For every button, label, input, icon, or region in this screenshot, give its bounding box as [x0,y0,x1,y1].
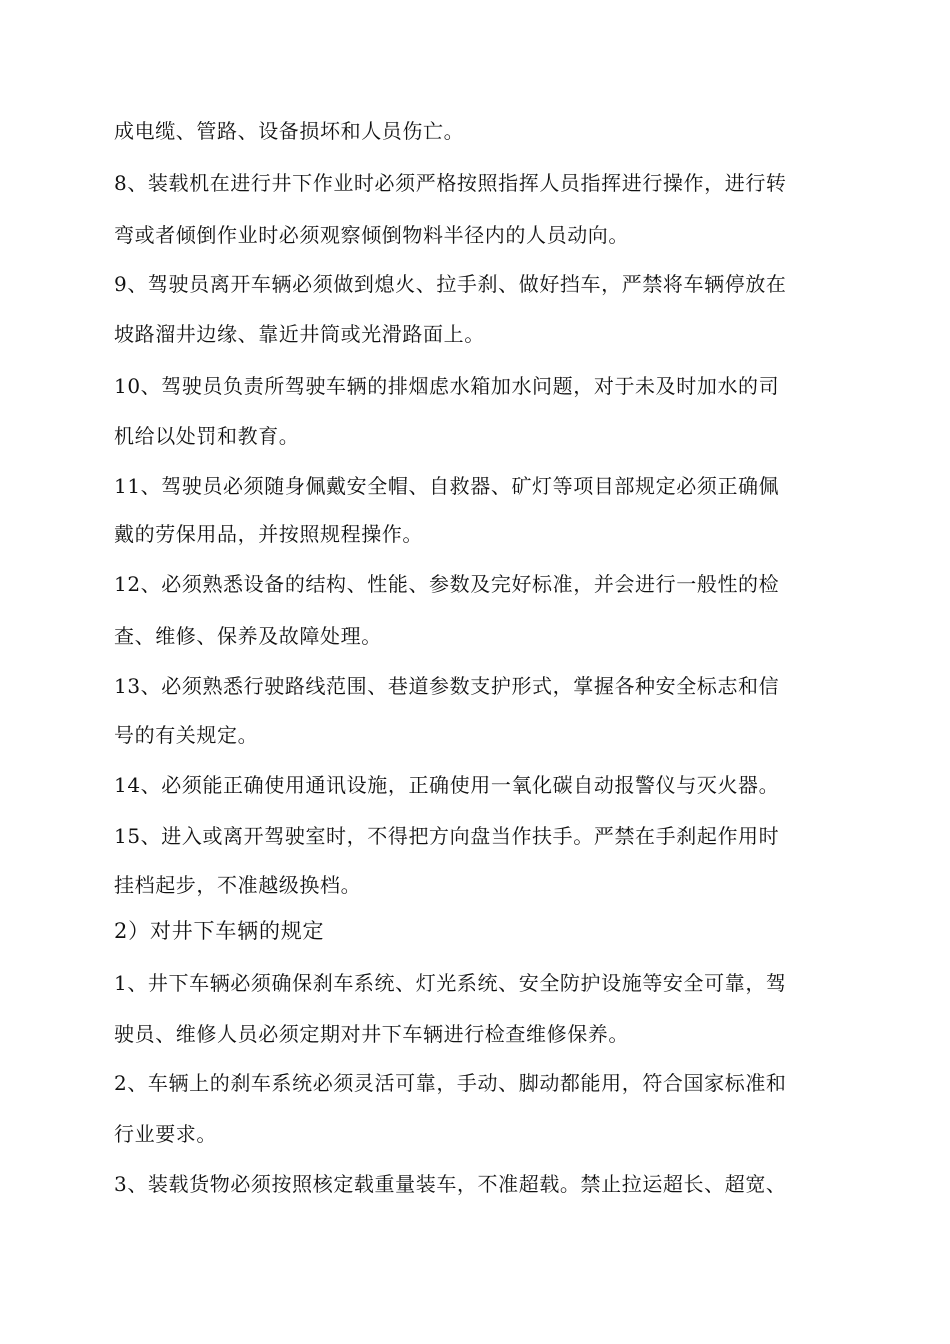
text-line: 11、驾驶员必须随身佩戴安全帽、自救器、矿灯等项目部规定必须正确佩 [114,474,780,498]
text-line: 行业要求。 [114,1122,217,1146]
text-line: 14、必须能正确使用通讯设施，正确使用一氧化碳自动报警仪与灭火器。 [114,773,780,797]
text-line: 2、车辆上的刹车系统必须灵活可靠，手动、脚动都能用，符合国家标准和 [114,1071,787,1095]
text-line: 坡路溜井边缘、靠近井筒或光滑路面上。 [114,322,485,346]
text-line: 12、必须熟悉设备的结构、性能、参数及完好标准，并会进行一般性的检 [114,572,780,596]
text-line: 机给以处罚和教育。 [114,424,300,448]
text-line: 8、装载机在进行井下作业时必须严格按照指挥人员指挥进行操作，进行转 [114,171,787,195]
text-line: 查、维修、保养及故障处理。 [114,624,382,648]
text-line: 驶员、维修人员必须定期对井下车辆进行检查维修保养。 [114,1022,629,1046]
text-line: 1、井下车辆必须确保刹车系统、灯光系统、安全防护设施等安全可靠，驾 [114,971,787,995]
text-line: 弯或者倾倒作业时必须观察倾倒物料半径内的人员动向。 [114,223,629,247]
section-heading: 2）对井下车辆的规定 [114,919,325,943]
text-line: 3、装载货物必须按照核定载重量装车，不准超载。禁止拉运超长、超宽、 [114,1172,787,1196]
text-line: 号的有关规定。 [114,723,259,747]
text-line: 13、必须熟悉行驶路线范围、巷道参数支护形式，掌握各种安全标志和信 [114,674,780,698]
text-line: 15、进入或离开驾驶室时，不得把方向盘当作扶手。严禁在手刹起作用时 [114,824,780,848]
text-line: 挂档起步，不准越级换档。 [114,873,362,897]
text-line: 10、驾驶员负责所驾驶车辆的排烟虑水箱加水问题，对于未及时加水的司 [114,374,780,398]
text-line: 戴的劳保用品，并按照规程操作。 [114,522,423,546]
text-line: 9、驾驶员离开车辆必须做到熄火、拉手刹、做好挡车，严禁将车辆停放在 [114,272,787,296]
text-line: 成电缆、管路、设备损坏和人员伤亡。 [114,119,465,143]
